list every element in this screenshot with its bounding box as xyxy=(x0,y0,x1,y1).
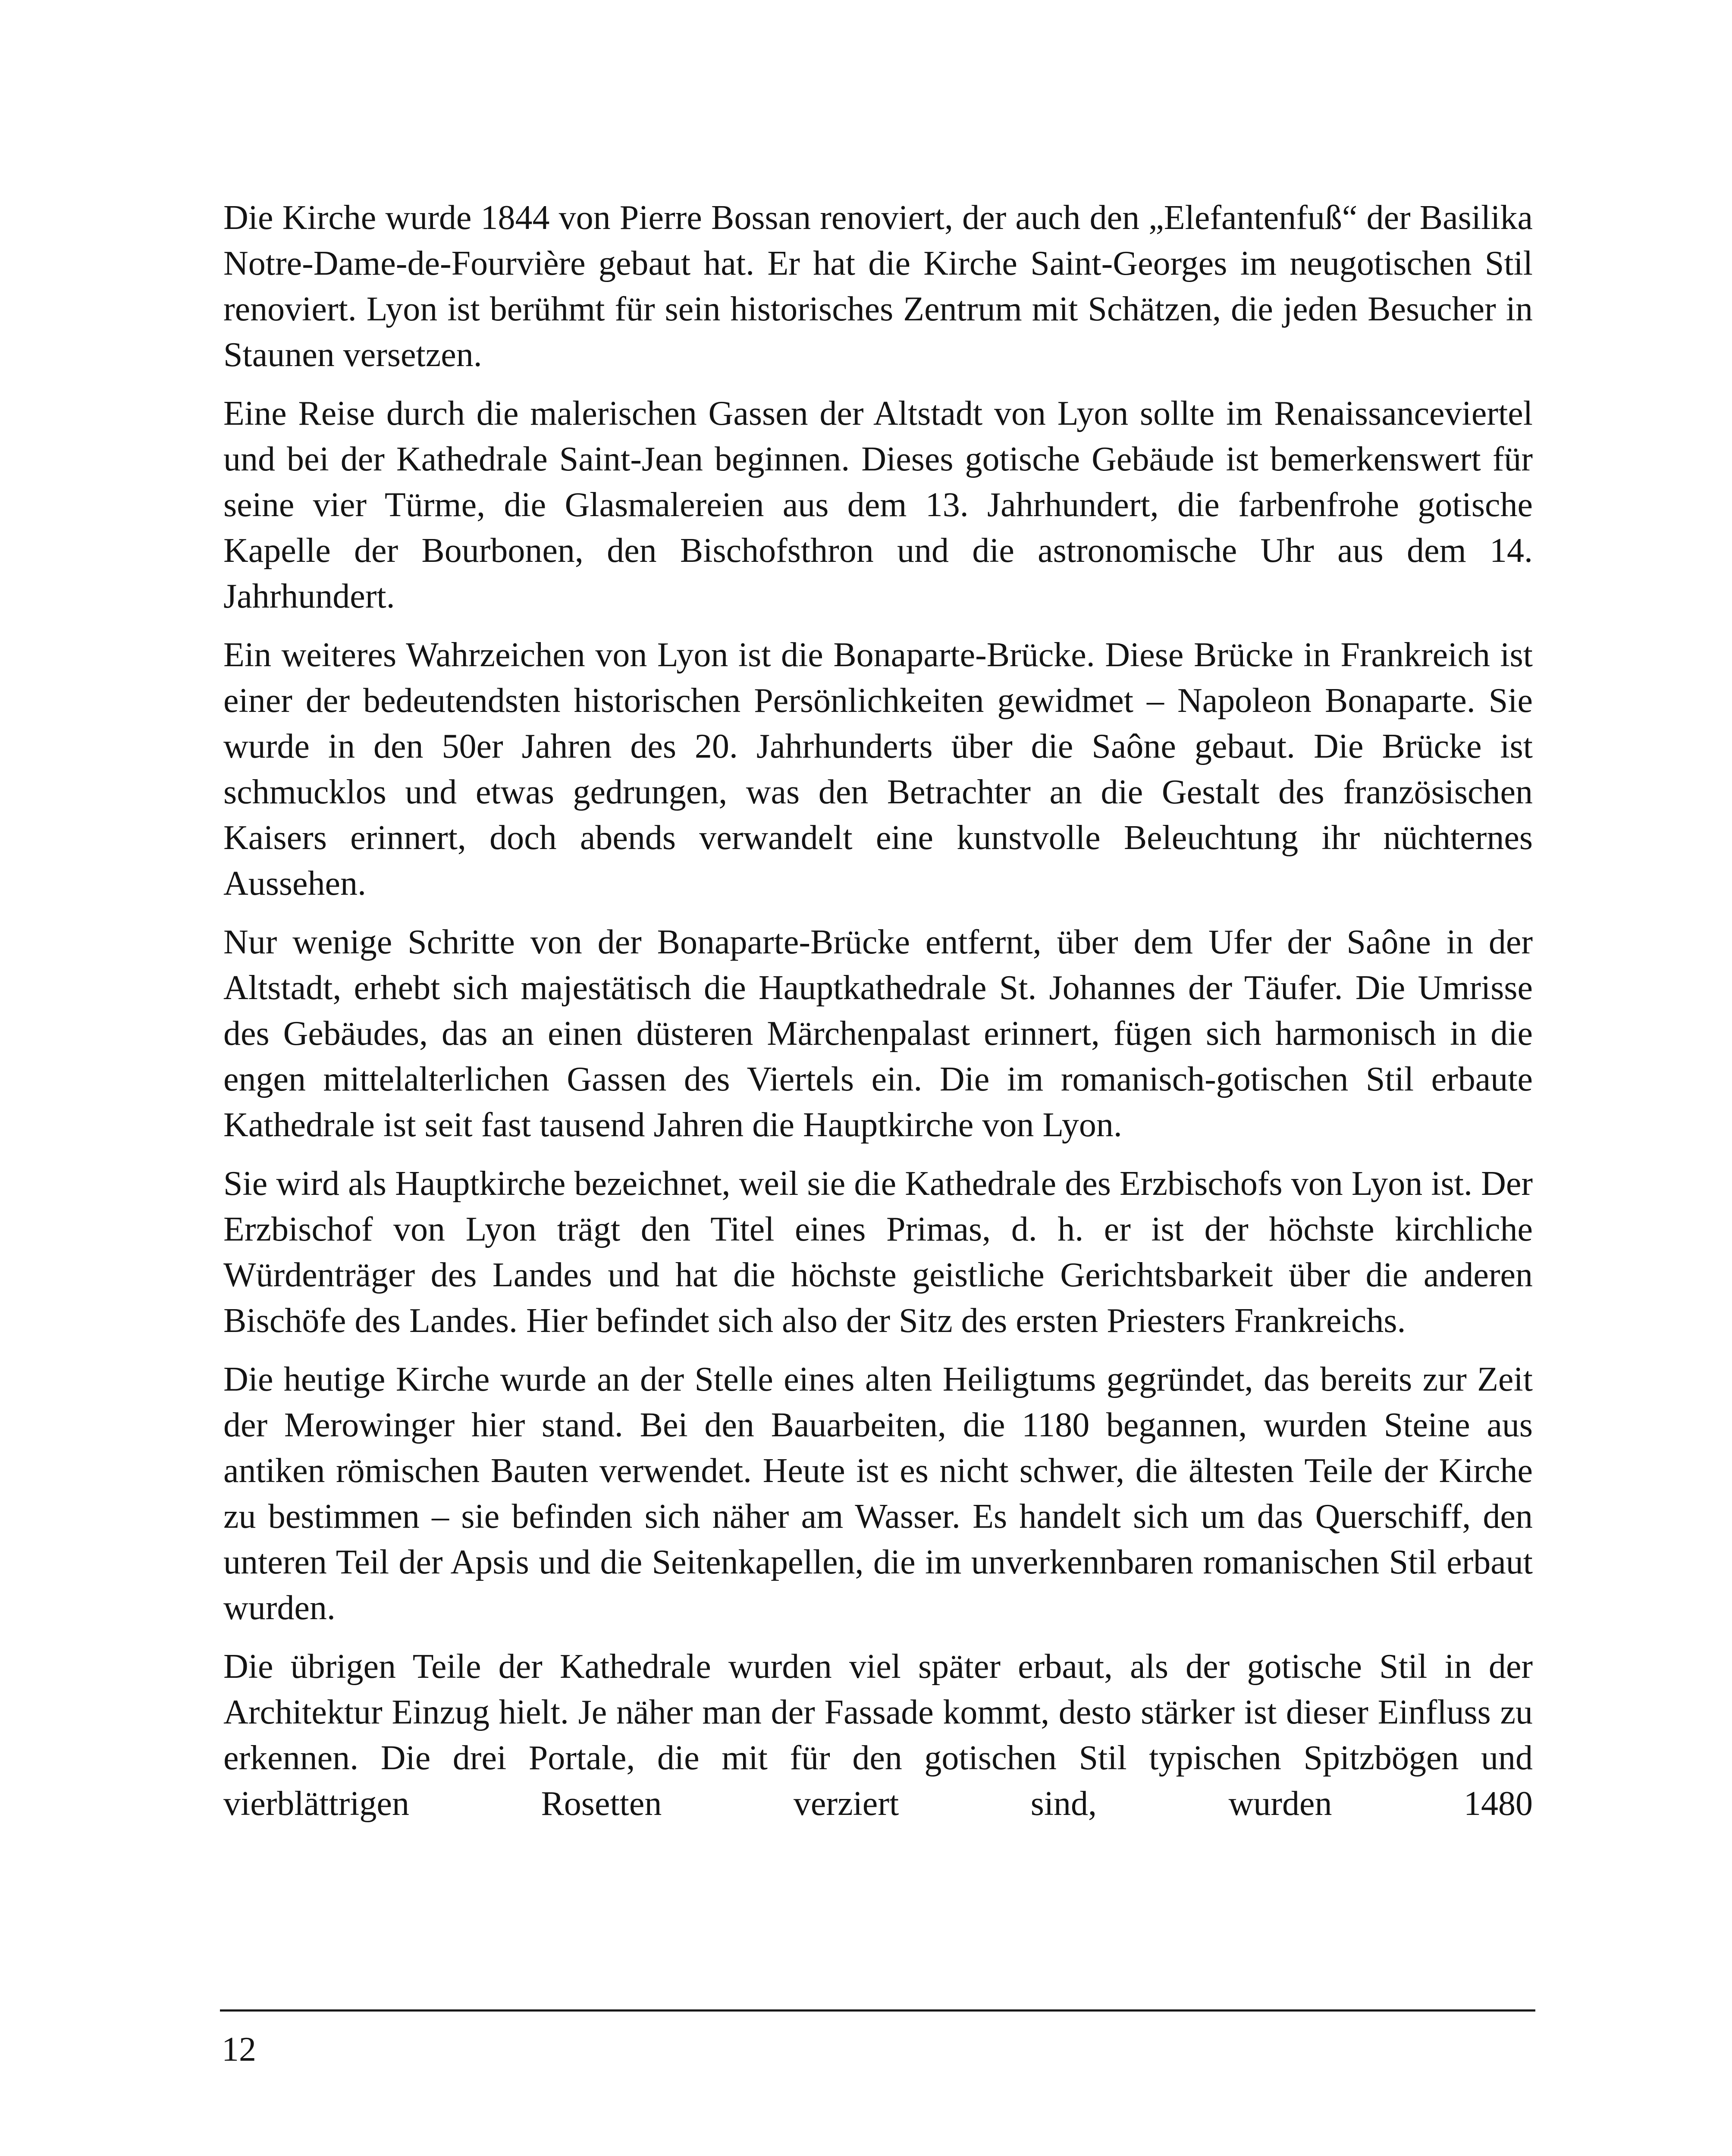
paragraph: Die übrigen Teile der Kathedrale wurden viel später erbaut, als der gotische Stil in der Architektur Einzug hielt. Je näher man der Fassade kommt, desto stärker ist dieser Einfluss zu erkennen. Die drei Portale, die mit für den gotischen Stil typischen Spitzbögen und vierblättrigen Rosetten verziert sind, wurden 1480 xyxy=(223,1648,1533,1823)
page-number: 12 xyxy=(222,2031,256,2068)
paragraph: Nur wenige Schritte von der Bonaparte-Brücke entfernt, über dem Ufer der Saône in der Altstadt, erhebt sich majestätisch die Hauptkathedrale St. Johannes der Täufer. Die Umrisse des Gebäudes, das an einen düsteren Märchenpalast erinnert, fügen sich harmonisch in die engen mittelalterlichen Gassen des Viertels ein. Die im romanisch-gotischen Stil erbaute Kathedrale ist seit fast tausend Jahren die Hauptkirche von Lyon. xyxy=(223,923,1533,1144)
paragraph: Die Kirche wurde 1844 von Pierre Bossan renoviert, der auch den „Elefantenfuß“ der Basilika Notre-Dame-de-Fourvière gebaut hat. Er hat die Kirche Saint-Georges im neugotischen Stil renoviert. Lyon ist berühmt für sein historisches Zentrum mit Schätzen, die jeden Besucher in Staunen versetzen. xyxy=(223,199,1533,374)
paragraph: Die heutige Kirche wurde an der Stelle eines alten Heiligtums gegründet, das bereits zur Zeit der Merowinger hier stand. Bei den Bauarbeiten, die 1180 begannen, wurden Steine aus antiken römischen Bauten verwendet. Heute ist es nicht schwer, die ältesten Teile der Kirche zu bestimmen – sie befinden sich näher am Wasser. Es handelt sich um das Querschiff, den unteren Teil der Apsis und die Seitenkapellen, die im unverkennbaren romanischen Stil erbaut wurden. xyxy=(223,1360,1533,1627)
paragraph: Sie wird als Hauptkirche bezeichnet, weil sie die Kathedrale des Erzbischofs von Lyon ist. Der Erzbischof von Lyon trägt den Titel eines Primas, d. h. er ist der höchste kirchliche Würdenträger des Landes und hat die höchste geistliche Gerichtsbarkeit über die anderen Bischöfe des Landes. Hier befindet sich also der Sitz des ersten Priesters Frankreichs. xyxy=(223,1165,1533,1340)
paragraph: Eine Reise durch die malerischen Gassen der Altstadt von Lyon sollte im Renaissanceviertel und bei der Kathedrale Saint-Jean beginnen. Dieses gotische Gebäude ist bemerkenswert für seine vier Türme, die Glasmalereien aus dem 13. Jahrhundert, die farbenfrohe gotische Kapelle der Bourbonen, den Bischofsthron und die astronomische Uhr aus dem 14. Jahrhundert. xyxy=(223,395,1533,615)
body-text xyxy=(223,195,1533,1827)
footer-divider xyxy=(220,2009,1535,2012)
paragraph: Ein weiteres Wahrzeichen von Lyon ist die Bonaparte-Brücke. Diese Brücke in Frankreich ist einer der bedeutendsten historischen Persönlichkeiten gewidmet – Napoleon Bonaparte. Sie wurde in den 50er Jahren des 20. Jahrhunderts über die Saône gebaut. Die Brücke ist schmucklos und etwas gedrungen, was den Betrachter an die Gestalt des französischen Kaisers erinnert, doch abends verwandelt eine kunstvolle Beleuchtung ihr nüchternes Aussehen. xyxy=(223,636,1533,903)
